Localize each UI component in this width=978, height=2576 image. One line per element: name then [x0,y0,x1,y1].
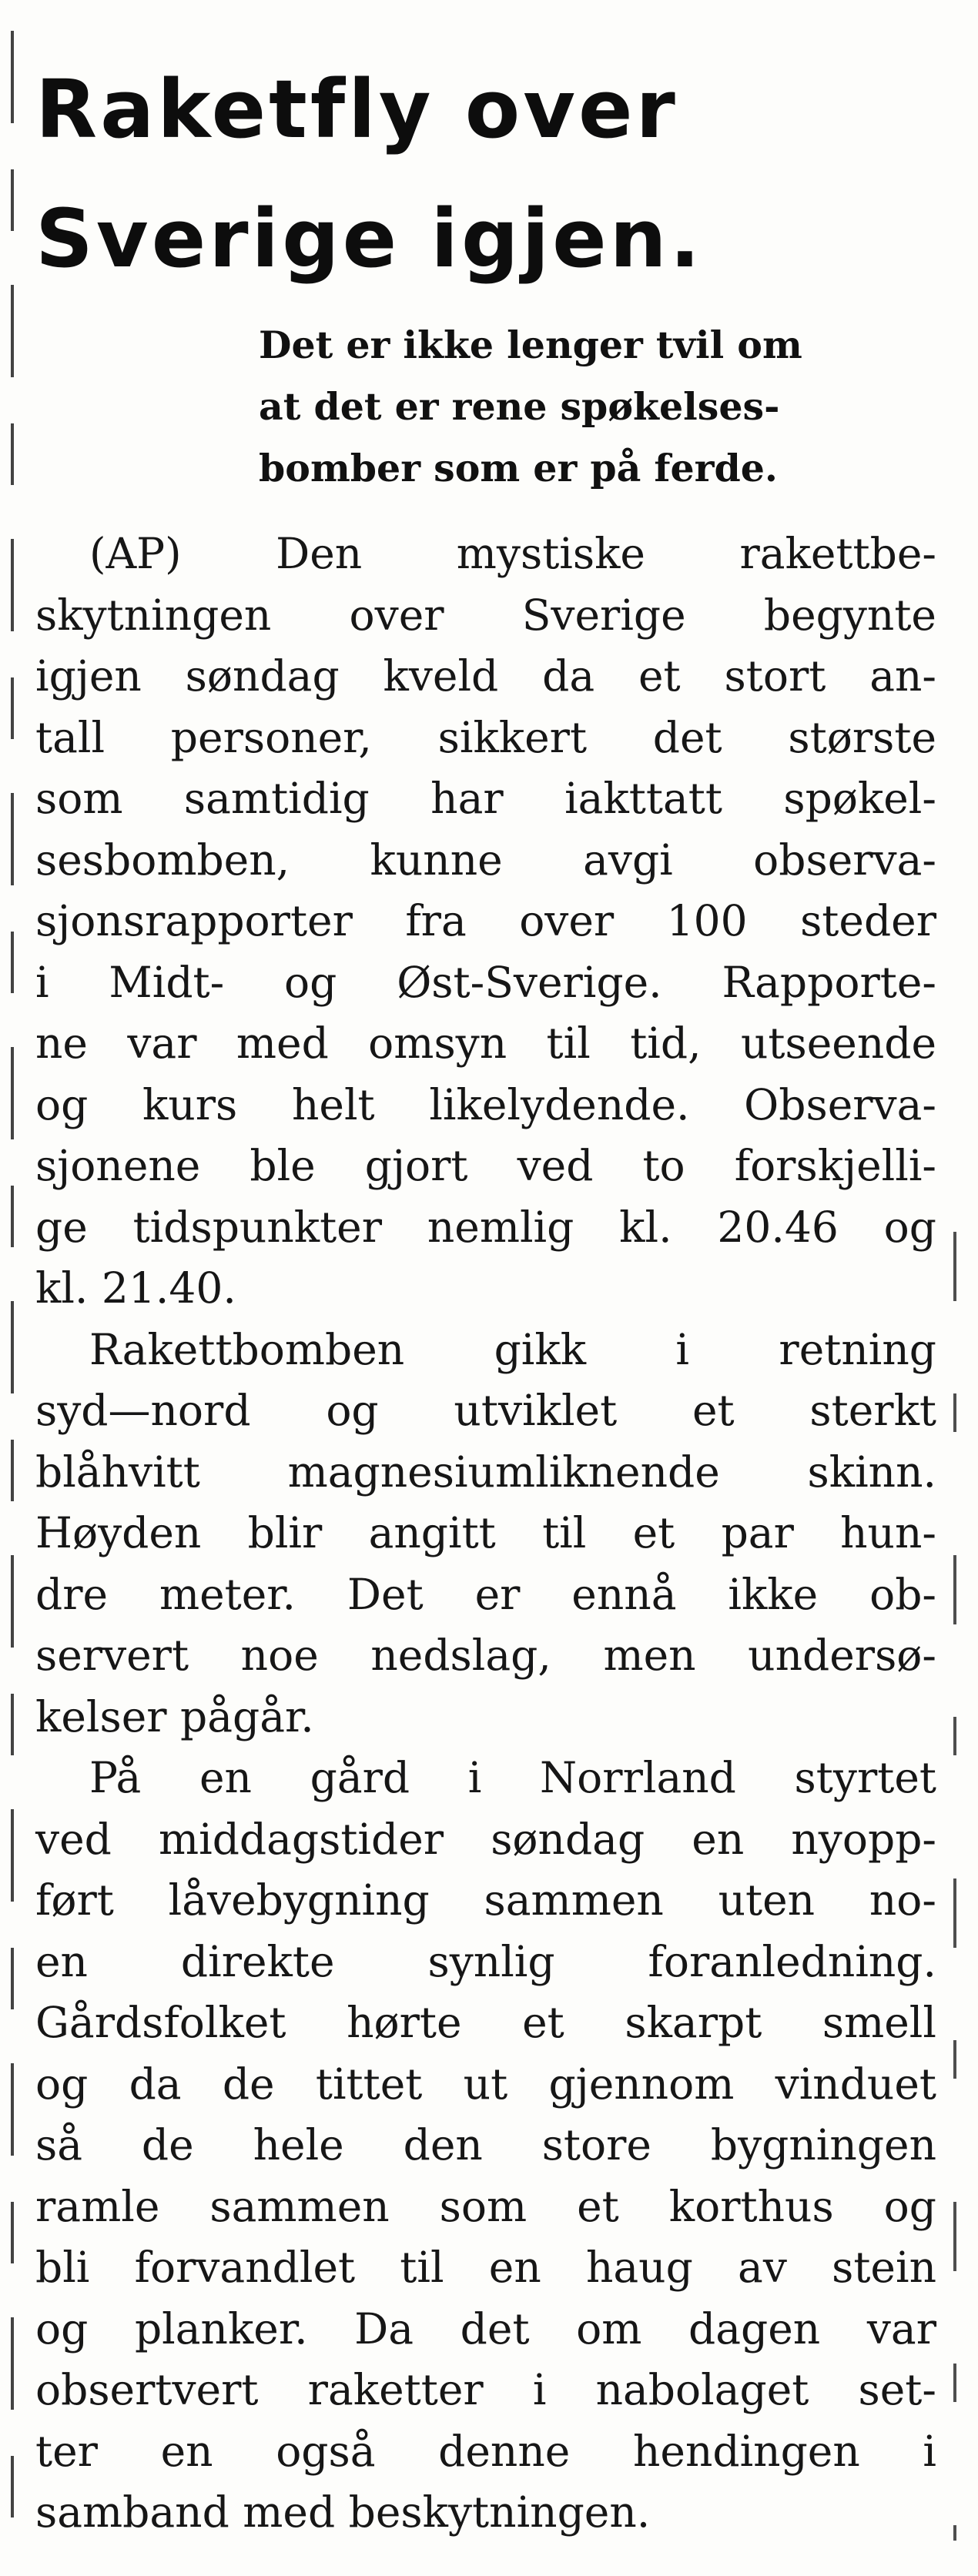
article-line: så de hele den store bygningen [35,2120,936,2170]
article-line: dre meter. Det er ennå ikke ob- [35,1569,936,1619]
article-line: sjonsrapporter fra over 100 steder [35,896,936,945]
article-line: en direkte synlig foranledning. [35,1936,936,1986]
article-line: Gårdsfolket hørte et skarpt smell [35,1998,936,2047]
article-line: servert noe nedslag, men undersø- [35,1631,936,1680]
article-line: og kurs helt likelydende. Observa- [35,1079,936,1129]
article-line: blåhvitt magnesiumliknende skinn. [35,1447,936,1497]
headline [35,45,921,303]
article-line: ved middagstider søndag en nyopp- [35,1814,936,1864]
article-body [35,524,936,2544]
article-line: ge tidspunkter nemlig kl. 20.46 og [35,1202,936,1252]
column-rule-left [11,31,14,2541]
subheadline-line: bomber som er på ferde. [259,446,778,490]
article-line: syd—nord og utviklet et sterkt [35,1386,936,1435]
article-line: sjonene ble gjort ved to forskjelli- [35,1141,936,1190]
article-paragraph [35,1320,936,1748]
article-line: (AP) Den mystiske rakettbe- [89,529,936,578]
article-line: ført låvebygning sammen uten no- [35,1875,936,1925]
article-line: ramle sammen som et korthus og [35,2181,936,2231]
article-line: og planker. Da det om dagen var [35,2303,936,2354]
article-line: som samtidig har iakttatt spøkel- [35,774,936,823]
article-line: kelser pågår. [35,1691,314,1741]
headline-line: Sverige igjen. [35,192,704,286]
article-line: tall personer, sikkert det største [35,712,936,762]
article-line: obsertvert raketter i nabolaget set- [35,2365,936,2414]
article-line: kl. 21.40. [35,1263,236,1313]
article-line: sesbomben, kunne avgi observa- [35,835,936,885]
subheadline-line: at det er rene spøkelses- [259,384,780,429]
article-line: ne var med omsyn til tid, utseende [35,1019,936,1068]
subheadline-line: Det er ikke lenger tvil om [259,323,802,367]
article-paragraph [35,1748,936,2544]
article-line: skytningen over Sverige begynte [35,590,936,640]
article-line: Høyden blir angitt til et par hun- [35,1508,936,1557]
article-line: igjen søndag kveld da et stort an- [35,651,936,701]
article-line: og da de tittet ut gjennom vinduet [35,2059,936,2109]
article-line: i Midt- og Øst-Sverige. Rapporte- [35,957,936,1007]
article-line: ter en også denne hendingen i [35,2426,936,2476]
subheadline [259,314,944,499]
article-line: På en gård i Norrland styrtet [89,1753,936,1802]
column-rule-right [953,1232,956,2541]
article-line: samband med beskytningen. [35,2487,651,2537]
article-line: bli forvandlet til en haug av stein [35,2243,936,2292]
article-line: Rakettbomben gikk i retning [89,1324,936,1374]
article-paragraph [35,524,936,1320]
headline-line: Raketfly over [35,62,678,156]
